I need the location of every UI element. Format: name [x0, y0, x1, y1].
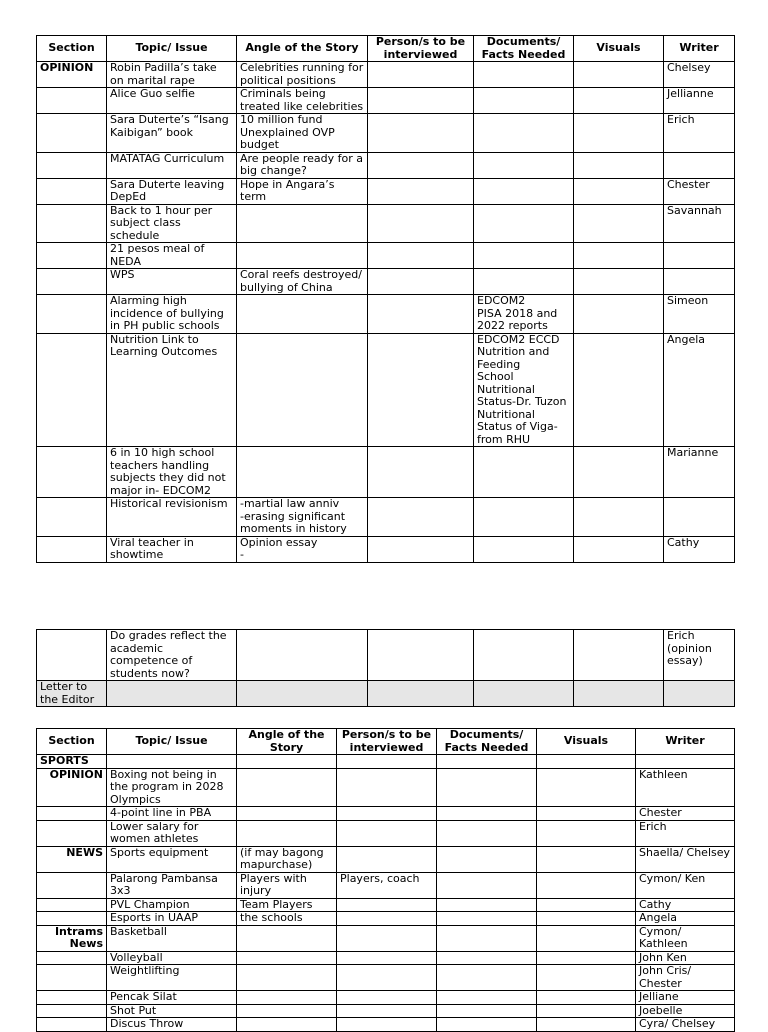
- angle-cell: [237, 755, 337, 769]
- visuals-cell: [574, 204, 664, 243]
- documents-cell: [474, 243, 574, 269]
- header-writer: Writer: [636, 729, 735, 755]
- header-persons: Person/s to be interviewed: [368, 36, 474, 62]
- story-plan-table-sports: [36, 728, 735, 1032]
- table-row: [37, 178, 735, 204]
- topic-cell: Volleyball: [107, 951, 237, 965]
- header-section: Section: [37, 729, 107, 755]
- visuals-cell: [574, 536, 664, 562]
- topic-cell: [107, 755, 237, 769]
- angle-cell: [237, 681, 368, 707]
- table-row: [37, 152, 735, 178]
- visuals-cell: [537, 846, 636, 872]
- writer-cell: Cathy: [636, 898, 735, 912]
- visuals-cell: [537, 965, 636, 991]
- angle-cell: the schools: [237, 912, 337, 926]
- section-cell: [37, 951, 107, 965]
- table-row: [37, 768, 735, 807]
- topic-cell: [107, 681, 237, 707]
- section-cell: [37, 333, 107, 447]
- topic-cell: Boxing not being in the program in 2028 Olympics: [107, 768, 237, 807]
- angle-cell: Coral reefs destroyed/ bullying of China: [237, 269, 368, 295]
- section-cell: [37, 965, 107, 991]
- header-angle: Angle of the Story: [237, 729, 337, 755]
- header-topic: Topic/ Issue: [107, 729, 237, 755]
- visuals-cell: [574, 498, 664, 537]
- angle-cell: [237, 204, 368, 243]
- visuals-cell: [574, 333, 664, 447]
- persons-cell: [337, 807, 437, 821]
- writer-cell: Simeon: [664, 295, 735, 334]
- section-cell: [37, 447, 107, 498]
- header-documents: Documents/ Facts Needed: [474, 36, 574, 62]
- visuals-cell: [537, 951, 636, 965]
- table-row: [37, 204, 735, 243]
- section-cell: OPINION: [37, 62, 107, 88]
- section-cell: [37, 88, 107, 114]
- topic-cell: 21 pesos meal of NEDA: [107, 243, 237, 269]
- persons-cell: [337, 991, 437, 1005]
- topic-cell: MATATAG Curriculum: [107, 152, 237, 178]
- angle-cell: [237, 1004, 337, 1018]
- persons-cell: [368, 536, 474, 562]
- writer-cell: Cyra/ Chelsey: [636, 1018, 735, 1032]
- angle-cell: [237, 295, 368, 334]
- table-row: [37, 925, 735, 951]
- angle-cell: [237, 333, 368, 447]
- persons-cell: [337, 846, 437, 872]
- table-row: [37, 498, 735, 537]
- section-cell: [37, 204, 107, 243]
- section-cell: [37, 1004, 107, 1018]
- persons-cell: [337, 951, 437, 965]
- documents-cell: [474, 88, 574, 114]
- topic-cell: Sara Duterte leaving DepEd: [107, 178, 237, 204]
- angle-cell: -martial law anniv -erasing significant moments in history: [237, 498, 368, 537]
- visuals-cell: [537, 1004, 636, 1018]
- topic-cell: Do grades reflect the academic competence of students now?: [107, 630, 237, 681]
- table-row: [37, 872, 735, 898]
- section-cell: [37, 536, 107, 562]
- visuals-cell: [574, 243, 664, 269]
- persons-cell: [337, 1004, 437, 1018]
- topic-cell: Weightlifting: [107, 965, 237, 991]
- table-row: [37, 820, 735, 846]
- section-cell: [37, 1018, 107, 1032]
- story-plan-table-continued: [36, 629, 735, 707]
- topic-cell: 4-point line in PBA: [107, 807, 237, 821]
- topic-cell: Back to 1 hour per subject class schedule: [107, 204, 237, 243]
- table-row: [37, 898, 735, 912]
- topic-cell: Nutrition Link to Learning Outcomes: [107, 333, 237, 447]
- persons-cell: [337, 898, 437, 912]
- persons-cell: [337, 925, 437, 951]
- documents-cell: [474, 152, 574, 178]
- section-cell: [37, 114, 107, 153]
- topic-cell: Esports in UAAP: [107, 912, 237, 926]
- table-row: [37, 951, 735, 965]
- topic-cell: PVL Champion: [107, 898, 237, 912]
- writer-cell: Cathy: [664, 536, 735, 562]
- visuals-cell: [574, 681, 664, 707]
- header-angle: Angle of the Story: [237, 36, 368, 62]
- header-documents: Documents/ Facts Needed: [437, 729, 537, 755]
- table-row: [37, 269, 735, 295]
- header-writer: Writer: [664, 36, 735, 62]
- table-row: [37, 630, 735, 681]
- topic-cell: Discus Throw: [107, 1018, 237, 1032]
- story-plan-table-opinion: [36, 35, 735, 563]
- angle-cell: [237, 768, 337, 807]
- writer-cell: [664, 498, 735, 537]
- topic-cell: Pencak Silat: [107, 991, 237, 1005]
- topic-cell: Sports equipment: [107, 846, 237, 872]
- section-cell: SPORTS: [37, 755, 107, 769]
- writer-cell: [636, 755, 735, 769]
- header-persons: Person/s to be interviewed: [337, 729, 437, 755]
- table-row: [37, 243, 735, 269]
- table-row: [37, 965, 735, 991]
- angle-cell: Players with injury: [237, 872, 337, 898]
- writer-cell: Angela: [664, 333, 735, 447]
- topic-cell: Shot Put: [107, 1004, 237, 1018]
- angle-cell: Celebrities running for political positions: [237, 62, 368, 88]
- writer-cell: Angela: [636, 912, 735, 926]
- angle-cell: [237, 447, 368, 498]
- persons-cell: [368, 630, 474, 681]
- section-cell: [37, 243, 107, 269]
- documents-cell: [437, 1004, 537, 1018]
- documents-cell: EDCOM2 PISA 2018 and 2022 reports: [474, 295, 574, 334]
- documents-cell: [437, 872, 537, 898]
- visuals-cell: [574, 152, 664, 178]
- angle-cell: [237, 965, 337, 991]
- persons-cell: [368, 295, 474, 334]
- angle-cell: Opinion essay -: [237, 536, 368, 562]
- header-topic: Topic/ Issue: [107, 36, 237, 62]
- table-row: [37, 807, 735, 821]
- section-cell: [37, 630, 107, 681]
- topic-cell: Viral teacher in showtime: [107, 536, 237, 562]
- writer-cell: Savannah: [664, 204, 735, 243]
- table-row: [37, 62, 735, 88]
- topic-cell: WPS: [107, 269, 237, 295]
- table-row: [37, 1004, 735, 1018]
- documents-cell: [437, 951, 537, 965]
- topic-cell: Palarong Pambansa 3x3: [107, 872, 237, 898]
- table-row: [37, 114, 735, 153]
- table-row: [37, 295, 735, 334]
- angle-cell: Team Players: [237, 898, 337, 912]
- writer-cell: Joebelle: [636, 1004, 735, 1018]
- documents-cell: [474, 204, 574, 243]
- persons-cell: [337, 755, 437, 769]
- section-cell: [37, 807, 107, 821]
- writer-cell: John Cris/ Chester: [636, 965, 735, 991]
- writer-cell: Jelliane: [636, 991, 735, 1005]
- visuals-cell: [537, 872, 636, 898]
- documents-cell: [437, 846, 537, 872]
- documents-cell: EDCOM2 ECCD Nutrition and Feeding School Nutritional Status-Dr. Tuzon Nutritional Status of Viga- from RHU: [474, 333, 574, 447]
- persons-cell: [368, 114, 474, 153]
- documents-cell: [437, 807, 537, 821]
- documents-cell: [474, 269, 574, 295]
- topic-cell: Historical revisionism: [107, 498, 237, 537]
- persons-cell: [368, 152, 474, 178]
- angle-cell: [237, 243, 368, 269]
- topic-cell: Alarming high incidence of bullying in PH public schools: [107, 295, 237, 334]
- angle-cell: [237, 630, 368, 681]
- visuals-cell: [574, 269, 664, 295]
- table-row: [37, 88, 735, 114]
- table-row: [37, 536, 735, 562]
- documents-cell: [474, 681, 574, 707]
- documents-cell: [437, 768, 537, 807]
- visuals-cell: [537, 912, 636, 926]
- angle-cell: [237, 925, 337, 951]
- topic-cell: Basketball: [107, 925, 237, 951]
- documents-cell: [474, 536, 574, 562]
- section-cell: [37, 898, 107, 912]
- section-cell: Intrams News: [37, 925, 107, 951]
- section-cell: [37, 152, 107, 178]
- angle-cell: Criminals being treated like celebrities: [237, 88, 368, 114]
- visuals-cell: [574, 630, 664, 681]
- persons-cell: [368, 498, 474, 537]
- topic-cell: Lower salary for women athletes: [107, 820, 237, 846]
- section-cell: [37, 912, 107, 926]
- angle-cell: 10 million fund Unexplained OVP budget: [237, 114, 368, 153]
- persons-cell: [368, 447, 474, 498]
- persons-cell: [337, 1018, 437, 1032]
- documents-cell: [474, 178, 574, 204]
- section-cell: [37, 269, 107, 295]
- table-row: [37, 991, 735, 1005]
- section-cell: Letter to the Editor: [37, 681, 107, 707]
- angle-cell: Are people ready for a big change?: [237, 152, 368, 178]
- documents-cell: [437, 925, 537, 951]
- topic-cell: 6 in 10 high school teachers handling subjects they did not major in- EDCOM2: [107, 447, 237, 498]
- section-cell: [37, 991, 107, 1005]
- persons-cell: [368, 333, 474, 447]
- table-row: [37, 333, 735, 447]
- section-cell: [37, 872, 107, 898]
- writer-cell: [664, 269, 735, 295]
- table-row: [37, 912, 735, 926]
- documents-cell: [437, 965, 537, 991]
- visuals-cell: [537, 925, 636, 951]
- writer-cell: Chelsey: [664, 62, 735, 88]
- table-row: [37, 846, 735, 872]
- writer-cell: Jellianne: [664, 88, 735, 114]
- angle-cell: [237, 1018, 337, 1032]
- angle-cell: [237, 991, 337, 1005]
- visuals-cell: [537, 820, 636, 846]
- visuals-cell: [537, 768, 636, 807]
- visuals-cell: [574, 62, 664, 88]
- table-header-row: [37, 36, 735, 62]
- documents-cell: [474, 498, 574, 537]
- persons-cell: [368, 204, 474, 243]
- persons-cell: [368, 178, 474, 204]
- visuals-cell: [574, 88, 664, 114]
- table-row: [37, 755, 735, 769]
- visuals-cell: [537, 1018, 636, 1032]
- documents-cell: [474, 447, 574, 498]
- persons-cell: [337, 820, 437, 846]
- documents-cell: [474, 62, 574, 88]
- section-cell: [37, 178, 107, 204]
- writer-cell: Chester: [664, 178, 735, 204]
- header-visuals: Visuals: [537, 729, 636, 755]
- persons-cell: [368, 269, 474, 295]
- writer-cell: Marianne: [664, 447, 735, 498]
- documents-cell: [437, 912, 537, 926]
- table-row: [37, 681, 735, 707]
- documents-cell: [474, 114, 574, 153]
- persons-cell: [368, 243, 474, 269]
- documents-cell: [437, 991, 537, 1005]
- documents-cell: [474, 630, 574, 681]
- writer-cell: Chester: [636, 807, 735, 821]
- visuals-cell: [574, 178, 664, 204]
- persons-cell: [368, 88, 474, 114]
- writer-cell: Cymon/ Kathleen: [636, 925, 735, 951]
- header-visuals: Visuals: [574, 36, 664, 62]
- writer-cell: John Ken: [636, 951, 735, 965]
- writer-cell: [664, 243, 735, 269]
- visuals-cell: [537, 991, 636, 1005]
- writer-cell: Shaella/ Chelsey: [636, 846, 735, 872]
- angle-cell: [237, 807, 337, 821]
- visuals-cell: [574, 114, 664, 153]
- documents-cell: [437, 898, 537, 912]
- documents-cell: [437, 1018, 537, 1032]
- persons-cell: [337, 965, 437, 991]
- angle-cell: Hope in Angara’s term: [237, 178, 368, 204]
- documents-cell: [437, 820, 537, 846]
- visuals-cell: [574, 447, 664, 498]
- header-section: Section: [37, 36, 107, 62]
- table-row: [37, 1018, 735, 1032]
- topic-cell: Robin Padilla’s take on marital rape: [107, 62, 237, 88]
- persons-cell: Players, coach: [337, 872, 437, 898]
- writer-cell: Kathleen: [636, 768, 735, 807]
- topic-cell: Sara Duterte’s “Isang Kaibigan” book: [107, 114, 237, 153]
- section-cell: NEWS: [37, 846, 107, 872]
- topic-cell: Alice Guo selfie: [107, 88, 237, 114]
- writer-cell: Erich (opinion essay): [664, 630, 735, 681]
- section-cell: OPINION: [37, 768, 107, 807]
- section-cell: [37, 498, 107, 537]
- visuals-cell: [537, 807, 636, 821]
- documents-cell: [437, 755, 537, 769]
- angle-cell: (if may bagong mapurchase): [237, 846, 337, 872]
- persons-cell: [337, 912, 437, 926]
- writer-cell: Erich: [664, 114, 735, 153]
- visuals-cell: [537, 755, 636, 769]
- table-header-row: [37, 729, 735, 755]
- writer-cell: Cymon/ Ken: [636, 872, 735, 898]
- angle-cell: [237, 820, 337, 846]
- visuals-cell: [574, 295, 664, 334]
- table-row: [37, 447, 735, 498]
- writer-cell: Erich: [636, 820, 735, 846]
- persons-cell: [368, 681, 474, 707]
- section-cell: [37, 295, 107, 334]
- persons-cell: [368, 62, 474, 88]
- writer-cell: [664, 681, 735, 707]
- angle-cell: [237, 951, 337, 965]
- writer-cell: [664, 152, 735, 178]
- section-cell: [37, 820, 107, 846]
- persons-cell: [337, 768, 437, 807]
- visuals-cell: [537, 898, 636, 912]
